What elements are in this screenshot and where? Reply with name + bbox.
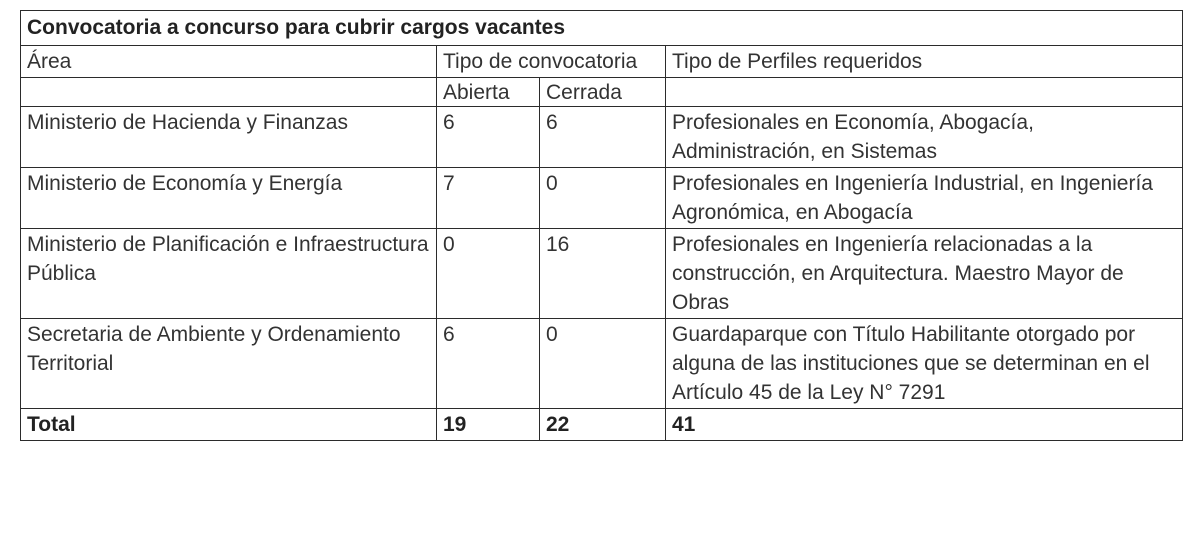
table-row — [21, 107, 1183, 168]
row-perfiles: Profesionales en Ingeniería relacionadas a la construcción, en Arquitectura. Maestro Mayor de Obras — [666, 229, 1183, 319]
row-perfiles: Guardaparque con Título Habilitante otorgado por alguna de las instituciones que se determinan en el Artículo 45 de la Ley N° 7291 — [666, 319, 1183, 409]
subheader-row — [21, 78, 1183, 107]
table-row — [21, 319, 1183, 409]
table-title-row — [21, 11, 1183, 46]
row-perfiles: Profesionales en Ingeniería Industrial, en Ingeniería Agronómica, en Abogacía — [666, 168, 1183, 229]
subheader-cerrada: Cerrada — [540, 78, 666, 107]
row-cerrada: 16 — [540, 229, 666, 319]
header-perfiles: Tipo de Perfiles requeridos — [666, 46, 1183, 78]
subheader-empty-area — [21, 78, 437, 107]
total-perfiles: 41 — [666, 409, 1183, 441]
subheader-empty-perfiles — [666, 78, 1183, 107]
row-abierta: 7 — [437, 168, 540, 229]
total-abierta: 19 — [437, 409, 540, 441]
row-perfiles: Profesionales en Economía, Abogacía, Administración, en Sistemas — [666, 107, 1183, 168]
header-tipo-convocatoria: Tipo de convocatoria — [437, 46, 666, 78]
vacancy-table-container — [20, 10, 1182, 441]
row-area: Secretaria de Ambiente y Ordenamiento Territorial — [21, 319, 437, 409]
total-cerrada: 22 — [540, 409, 666, 441]
row-cerrada: 0 — [540, 168, 666, 229]
row-area: Ministerio de Planificación e Infraestructura Pública — [21, 229, 437, 319]
subheader-abierta: Abierta — [437, 78, 540, 107]
total-label: Total — [21, 409, 437, 441]
row-cerrada: 0 — [540, 319, 666, 409]
table-title: Convocatoria a concurso para cubrir cargos vacantes — [21, 11, 1183, 46]
row-cerrada: 6 — [540, 107, 666, 168]
row-abierta: 6 — [437, 319, 540, 409]
table-row — [21, 168, 1183, 229]
header-row — [21, 46, 1183, 78]
row-abierta: 6 — [437, 107, 540, 168]
vacancy-table — [20, 10, 1183, 441]
header-area: Área — [21, 46, 437, 78]
row-area: Ministerio de Hacienda y Finanzas — [21, 107, 437, 168]
total-row — [21, 409, 1183, 441]
row-abierta: 0 — [437, 229, 540, 319]
table-row — [21, 229, 1183, 319]
row-area: Ministerio de Economía y Energía — [21, 168, 437, 229]
